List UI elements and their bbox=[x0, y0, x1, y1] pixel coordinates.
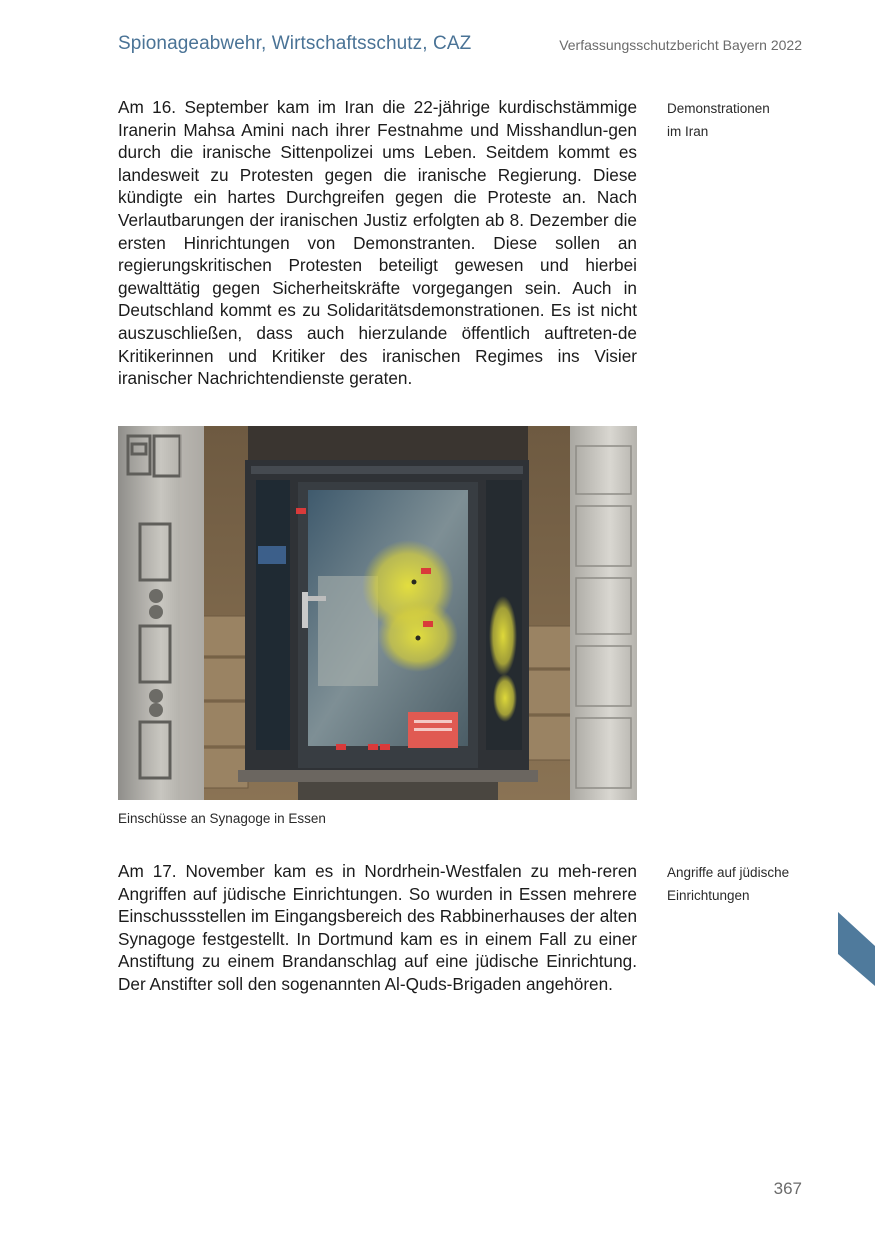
synagogue-photo bbox=[118, 426, 637, 800]
margin-note-attacks bbox=[667, 861, 827, 907]
page-number: 367 bbox=[773, 1179, 802, 1198]
running-header-report: Verfassungsschutzbericht Bayern 2022 bbox=[559, 37, 802, 53]
paragraph-iran-protests: Am 16. September kam im Iran die 22-jährige kurdischstämmige Iranerin Mahsa Amini nach ihrer Festnahme und Misshandlun-gen durch die iranische Sittenpolizei ums Leben. Seitdem kommt es landesweit zu Protesten gegen die iranische Regierung. Diese kündigte ein hartes Durchgreifen gegen die Proteste an. Nach Verlautbarungen der iranischen Justiz erfolgten ab 8. Dezember die ersten Hinrichtungen von Demonstranten. Diese sollen an regierungskritischen Protesten beteiligt gewesen und hierbei gewalttätig gegen Sicherheitskräfte vorgegangen sein. Auch in Deutschland kommt es zu Solidaritätsdemonstrationen. Es ist nicht auszuschließen, dass auch hierzulande öffentlich auftreten-de Kritikerinnen und Kritiker des iranischen Regimes ins Visier iranischer Nachrichtendienste geraten. bbox=[118, 97, 637, 389]
margin-note-line: Einrichtungen bbox=[667, 888, 750, 903]
margin-note-demonstrations bbox=[667, 97, 827, 143]
figure-caption: Einschüsse an Synagoge in Essen bbox=[118, 811, 326, 826]
running-header-section: Spionageabwehr, Wirtschaftsschutz, CAZ bbox=[118, 33, 472, 54]
margin-note-line: Demonstrationen bbox=[667, 101, 770, 116]
margin-note-line: im Iran bbox=[667, 124, 709, 139]
paragraph-attacks-jewish-institutions: Am 17. November kam es in Nordrhein-Westfalen zu meh-reren Angriffen auf jüdische Einrichtungen. So wurden in Essen mehrere Einschussstellen im Eingangsbereich des Rabbinerhauses der alten Synagoge festgestellt. In Dortmund kam es in einem Fall zu einer Anstiftung zu einem Brandanschlag auf eine jüdische Einrichtung. Der Anstifter soll den sogenannten Al-Quds-Brigaden angehören. bbox=[118, 861, 637, 994]
chapter-tab-marker bbox=[838, 912, 875, 986]
margin-note-line: Angriffe auf jüdische bbox=[667, 865, 790, 880]
